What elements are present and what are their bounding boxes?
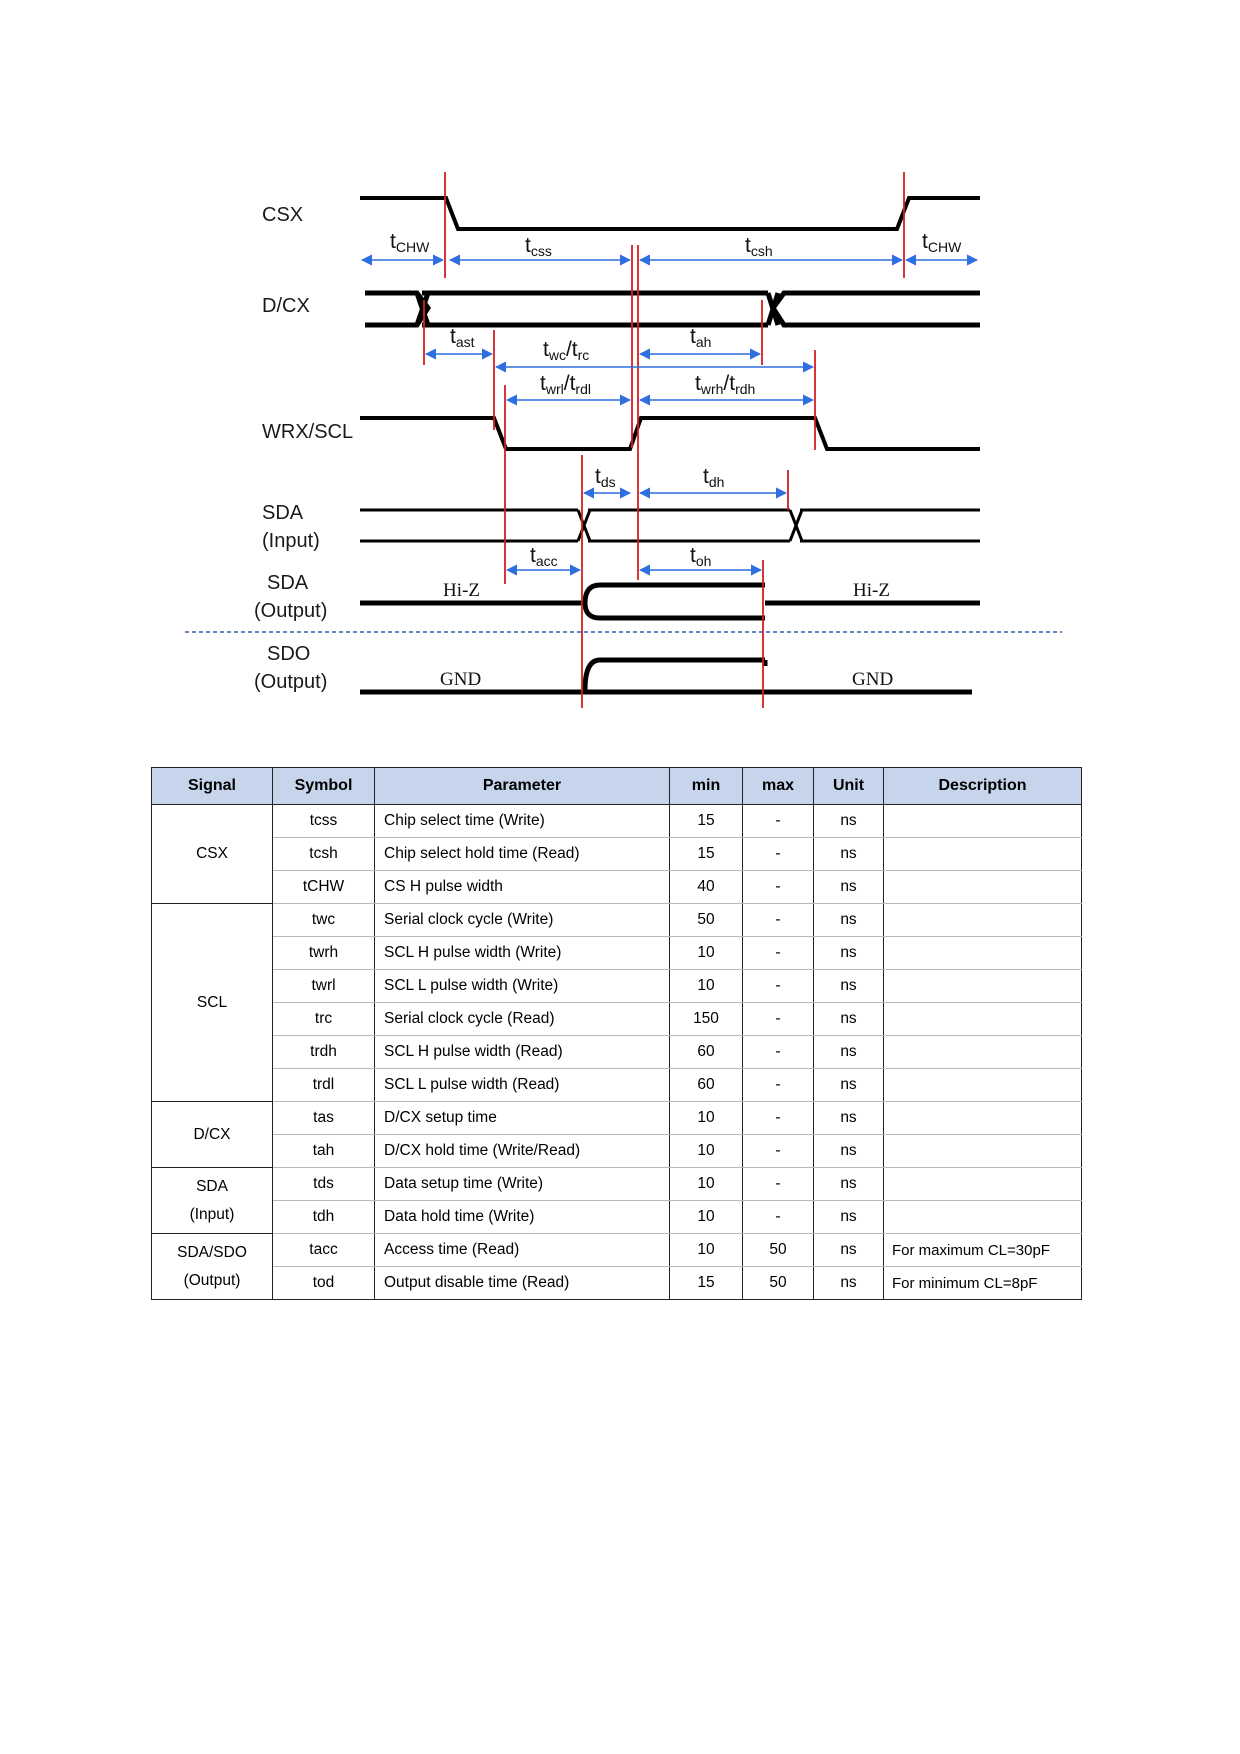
timing-label-tchw-right: tCHW [922, 230, 962, 255]
symbol-cell: tcsh [273, 838, 375, 871]
signal-name: SCL [196, 993, 228, 1011]
table-row [152, 1267, 1082, 1300]
parameter-cell: Serial clock cycle (Write) [375, 904, 670, 937]
max-cell: - [743, 1135, 814, 1168]
signal-label-dcx: D/CX [262, 295, 310, 317]
unit-cell: ns [814, 805, 884, 838]
description-cell [884, 970, 1082, 1003]
wrx-scl-waveform [360, 418, 980, 449]
timing-arrows [362, 260, 977, 570]
symbol-cell: tds [273, 1168, 375, 1201]
parameter-cell: D/CX setup time [375, 1102, 670, 1135]
symbol-cell: trc [273, 1003, 375, 1036]
sda-input-waveform [360, 510, 980, 541]
max-cell: - [743, 904, 814, 937]
unit-cell: ns [814, 1102, 884, 1135]
table-row [152, 1234, 1082, 1267]
signal-name: CSX [196, 845, 228, 862]
max-cell: - [743, 871, 814, 904]
max-cell: - [743, 1036, 814, 1069]
symbol-cell: trdh [273, 1036, 375, 1069]
parameter-cell: Data hold time (Write) [375, 1201, 670, 1234]
max-cell: - [743, 1201, 814, 1234]
state-hiz-right: Hi-Z [853, 580, 890, 601]
csx-waveform [360, 198, 980, 229]
table-row [152, 1102, 1082, 1135]
max-cell: - [743, 805, 814, 838]
signal-label-wrx-scl: WRX/SCL [262, 421, 354, 443]
symbol-cell: twc [273, 904, 375, 937]
signal-cell [152, 904, 273, 1102]
max-cell: - [743, 1069, 814, 1102]
min-cell: 150 [670, 1003, 743, 1036]
min-cell: 15 [670, 1267, 743, 1300]
timing-label-tdh: tdh [703, 465, 725, 490]
unit-cell: ns [814, 871, 884, 904]
signal-label-sda-input-sub: (Input) [262, 530, 320, 552]
unit-cell: ns [814, 1201, 884, 1234]
unit-cell: ns [814, 904, 884, 937]
signal-label-sdo-output: SDO [267, 643, 311, 665]
unit-cell: ns [814, 1234, 884, 1267]
unit-cell: ns [814, 838, 884, 871]
dcx-waveform [365, 293, 980, 325]
max-cell: 50 [743, 1234, 814, 1267]
table-row [152, 904, 1082, 937]
timing-label-tah: tah [690, 325, 712, 350]
min-cell: 15 [670, 805, 743, 838]
parameter-cell: Access time (Read) [375, 1234, 670, 1267]
parameter-cell: Chip select time (Write) [375, 805, 670, 838]
timing-label-twc-trc: twc/trc [543, 338, 590, 363]
signal-label-sda-input: SDA [262, 502, 304, 524]
table-row [152, 1069, 1082, 1102]
table-row [152, 937, 1082, 970]
header-max: max [743, 768, 814, 805]
state-gnd-left: GND [440, 669, 482, 690]
min-cell: 60 [670, 1069, 743, 1102]
unit-cell: ns [814, 970, 884, 1003]
parameter-cell: SCL L pulse width (Read) [375, 1069, 670, 1102]
signal-cell [152, 1168, 273, 1234]
min-cell: 10 [670, 1201, 743, 1234]
unit-cell: ns [814, 1036, 884, 1069]
description-cell [884, 838, 1082, 871]
max-cell: - [743, 1102, 814, 1135]
signal-cell [152, 805, 273, 904]
description-cell [884, 1069, 1082, 1102]
table-body [152, 805, 1082, 1300]
parameter-cell: Chip select hold time (Read) [375, 838, 670, 871]
signal-name: SDA/SDO [177, 1243, 247, 1261]
parameter-cell: CS H pulse width [375, 871, 670, 904]
header-min: min [670, 768, 743, 805]
description-cell [884, 805, 1082, 838]
table-row [152, 1168, 1082, 1201]
unit-cell: ns [814, 1267, 884, 1300]
symbol-cell: tod [273, 1267, 375, 1300]
description-cell [884, 1036, 1082, 1069]
signal-cell [152, 1234, 273, 1300]
signal-label-sdo-output-sub: (Output) [254, 671, 328, 693]
signal-name: (Output) [183, 1271, 241, 1289]
description-cell [884, 937, 1082, 970]
description-cell: For minimum CL=8pF [884, 1267, 1082, 1300]
min-cell: 10 [670, 970, 743, 1003]
timing-label-twrl-trdl: twrl/trdl [540, 372, 591, 397]
table-row [152, 1201, 1082, 1234]
min-cell: 10 [670, 937, 743, 970]
parameter-cell: SCL H pulse width (Read) [375, 1036, 670, 1069]
symbol-cell: tacc [273, 1234, 375, 1267]
timing-label-tcsh: tcsh [745, 234, 773, 259]
description-cell [884, 1135, 1082, 1168]
unit-cell: ns [814, 937, 884, 970]
unit-cell: ns [814, 1168, 884, 1201]
min-cell: 60 [670, 1036, 743, 1069]
min-cell: 10 [670, 1102, 743, 1135]
symbol-cell: twrh [273, 937, 375, 970]
table-row [152, 970, 1082, 1003]
min-cell: 50 [670, 904, 743, 937]
symbol-cell: twrl [273, 970, 375, 1003]
header-parameter: Parameter [375, 768, 670, 805]
symbol-cell: tah [273, 1135, 375, 1168]
max-cell: - [743, 937, 814, 970]
signal-label-sda-output: SDA [267, 572, 309, 594]
timing-label-tast: tast [450, 325, 475, 350]
min-cell: 10 [670, 1234, 743, 1267]
max-cell: - [743, 838, 814, 871]
table-row [152, 1036, 1082, 1069]
description-cell [884, 1003, 1082, 1036]
timing-label-tacc: tacc [530, 544, 558, 569]
symbol-cell: tdh [273, 1201, 375, 1234]
parameter-cell: Serial clock cycle (Read) [375, 1003, 670, 1036]
description-cell: For maximum CL=30pF [884, 1234, 1082, 1267]
parameter-cell: Data setup time (Write) [375, 1168, 670, 1201]
header-unit: Unit [814, 768, 884, 805]
max-cell: - [743, 970, 814, 1003]
symbol-cell: tcss [273, 805, 375, 838]
timing-label-tcss: tcss [525, 234, 552, 259]
header-symbol: Symbol [273, 768, 375, 805]
symbol-cell: tas [273, 1102, 375, 1135]
timing-label-tds: tds [595, 465, 616, 490]
parameter-cell: SCL H pulse width (Write) [375, 937, 670, 970]
parameter-cell: Output disable time (Read) [375, 1267, 670, 1300]
timing-markers [424, 172, 904, 708]
description-cell [884, 1102, 1082, 1135]
table-header [152, 768, 1082, 805]
table-row [152, 871, 1082, 904]
unit-cell: ns [814, 1069, 884, 1102]
parameter-cell: D/CX hold time (Write/Read) [375, 1135, 670, 1168]
parameter-cell: SCL L pulse width (Write) [375, 970, 670, 1003]
max-cell: - [743, 1168, 814, 1201]
description-cell [884, 871, 1082, 904]
description-cell [884, 904, 1082, 937]
signal-name: (Input) [189, 1205, 235, 1223]
unit-cell: ns [814, 1003, 884, 1036]
timing-spec-table [151, 767, 1082, 1300]
min-cell: 40 [670, 871, 743, 904]
table-row [152, 1003, 1082, 1036]
max-cell: 50 [743, 1267, 814, 1300]
symbol-cell: tCHW [273, 871, 375, 904]
min-cell: 15 [670, 838, 743, 871]
header-signal: Signal [152, 768, 273, 805]
table-row [152, 1135, 1082, 1168]
signal-label-sda-output-sub: (Output) [254, 600, 328, 622]
timing-label-twrh-trdh: twrh/trdh [695, 372, 756, 397]
description-cell [884, 1201, 1082, 1234]
timing-label-toh: toh [690, 544, 712, 569]
header-description: Description [884, 768, 1082, 805]
symbol-cell: trdl [273, 1069, 375, 1102]
timing-label-tchw-left: tCHW [390, 230, 430, 255]
max-cell: - [743, 1003, 814, 1036]
signal-name: SDA [196, 1177, 228, 1195]
signal-cell [152, 1102, 273, 1168]
timing-diagram [0, 0, 1240, 750]
min-cell: 10 [670, 1168, 743, 1201]
min-cell: 10 [670, 1135, 743, 1168]
description-cell [884, 1168, 1082, 1201]
signal-label-csx: CSX [262, 204, 304, 226]
state-gnd-right: GND [852, 669, 894, 690]
table-row [152, 838, 1082, 871]
state-hiz-left: Hi-Z [443, 580, 480, 601]
unit-cell: ns [814, 1135, 884, 1168]
table-row [152, 805, 1082, 838]
signal-name: D/CX [193, 1125, 231, 1143]
